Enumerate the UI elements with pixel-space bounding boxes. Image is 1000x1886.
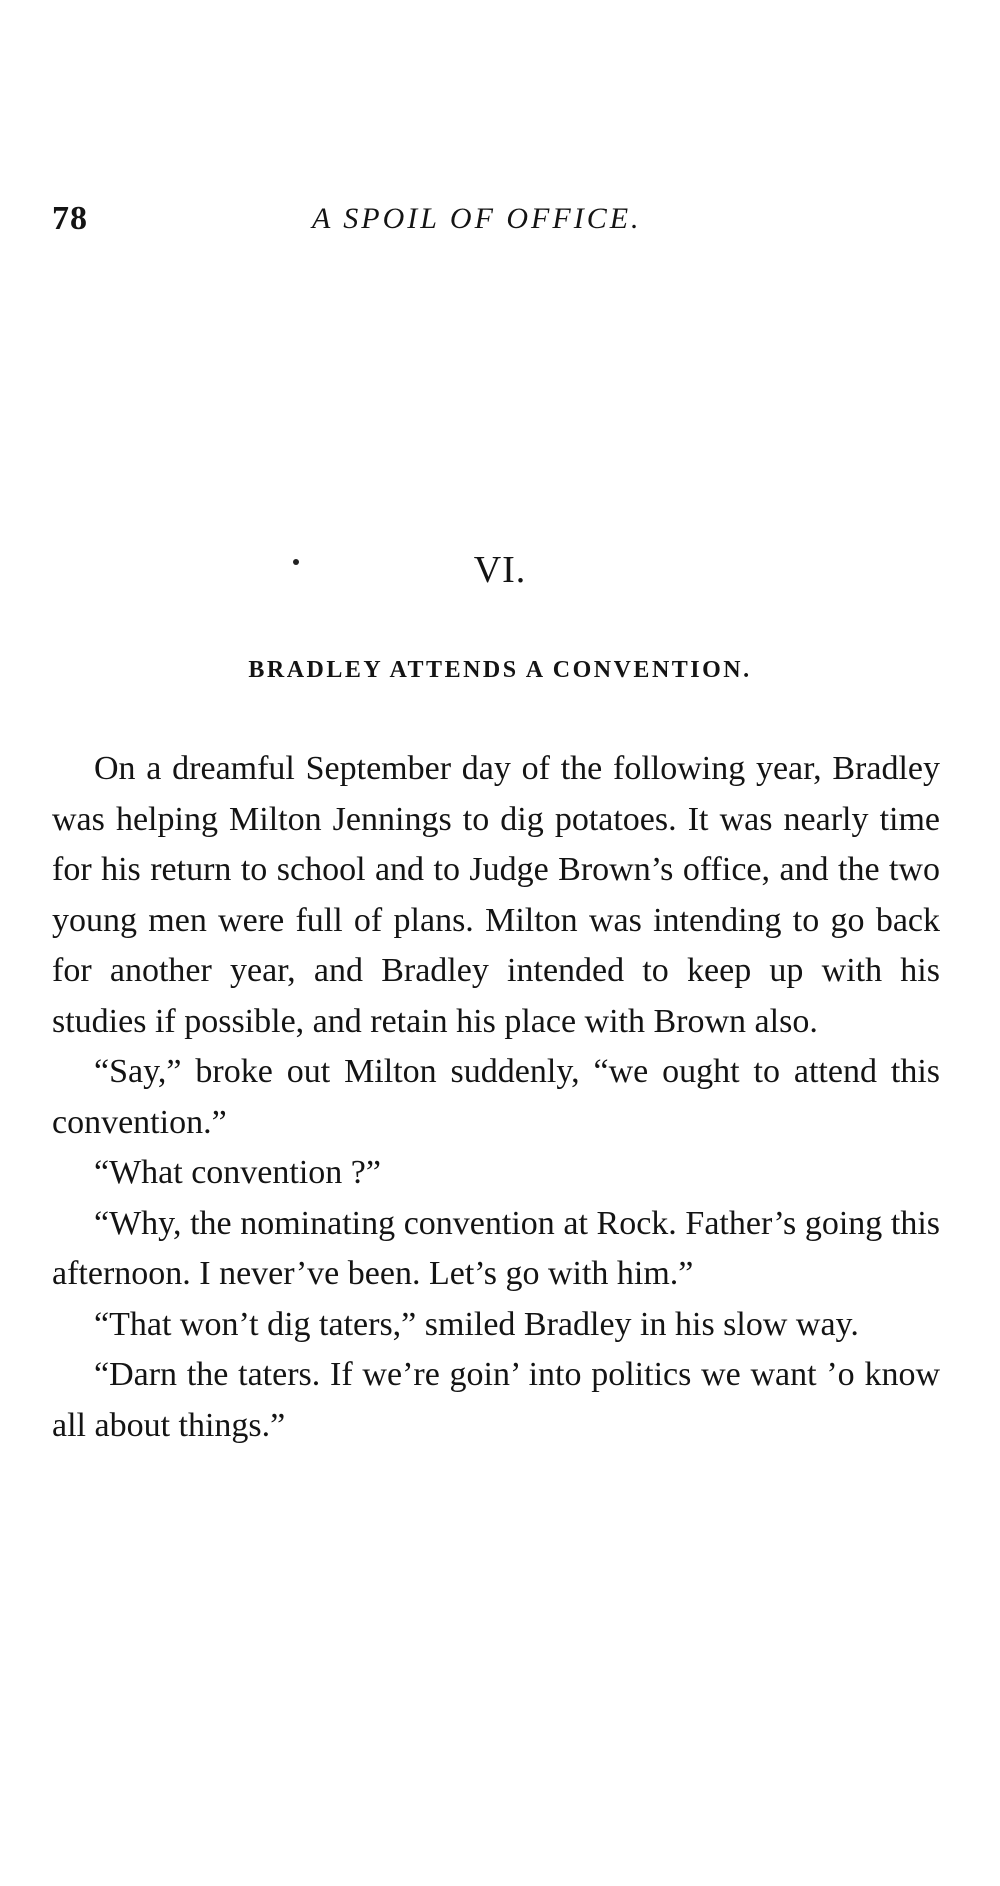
paragraph: “Why, the nominating convention at Rock. Father’s going this afternoon. I never’ve been. Let’s go with him.”: [52, 1204, 940, 1292]
running-head: [52, 200, 940, 244]
running-title: A SPOIL OF OFFICE.: [312, 202, 642, 235]
body-text: [52, 744, 940, 1451]
paragraph: “Darn the taters. If we’re goin’ into politics we want ’o know all about things.”: [52, 1356, 940, 1444]
chapter-title: BRADLEY ATTENDS A CONVENTION.: [248, 657, 752, 683]
page-number: 78: [52, 200, 88, 237]
paragraph: “What convention ?”: [94, 1154, 381, 1191]
chapter-number: VI.: [473, 549, 527, 591]
paragraph: On a dreamful September day of the following year, Bradley was helping Milton Jennings to dig potatoes. It was nearly time for his return to school and to Judge Brown’s office, and the two young men were full of plans. Milton was intending to go back for another year, and Bradley intended to keep up with his studies if possible, and retain his place with Brown also.: [52, 750, 940, 1040]
paragraph: “Say,” broke out Milton suddenly, “we ought to attend this convention.”: [52, 1053, 940, 1141]
paragraph: “That won’t dig taters,” smiled Bradley in his slow way.: [94, 1305, 859, 1343]
